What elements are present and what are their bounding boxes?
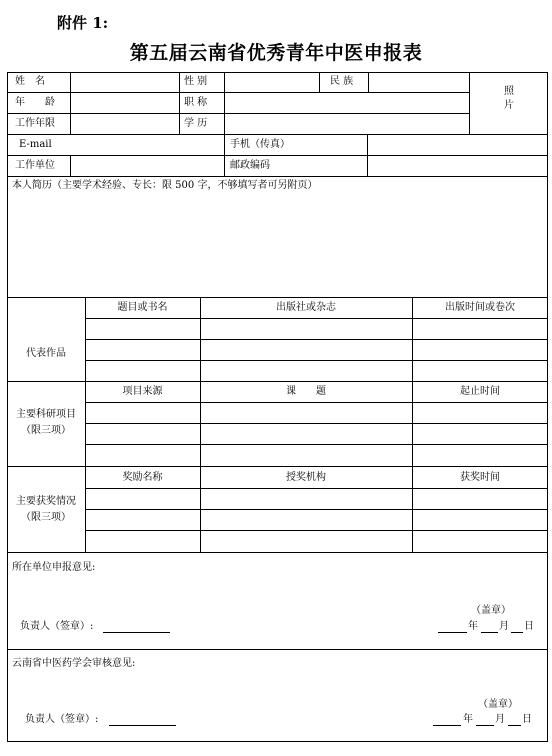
mobile-fax-label: 手机（传真） — [230, 139, 290, 150]
works-header-publisher: 出版社或杂志 — [276, 302, 336, 313]
row-line — [85, 488, 548, 489]
row-line — [85, 509, 548, 510]
row-line — [85, 423, 548, 424]
col-line — [412, 297, 413, 553]
unit-day-line — [511, 632, 523, 633]
works-header-title: 题目或书名 — [117, 302, 168, 313]
row-line — [7, 381, 548, 382]
attachment-label: 附件 1: — [57, 14, 109, 32]
society-month-label: 月 — [495, 714, 505, 725]
row-line — [7, 113, 469, 114]
row-line — [85, 318, 548, 319]
row-line — [85, 444, 548, 445]
unit-signature-line — [103, 632, 170, 633]
research-label: 主要科研项目 — [16, 409, 76, 420]
research-header-period: 起止时间 — [460, 386, 500, 397]
postcode-label: 邮政编码 — [230, 160, 270, 171]
unit-seal-label: （盖章） — [471, 605, 511, 616]
society-day-label: 日 — [522, 714, 532, 725]
col-line — [179, 72, 180, 134]
form-border — [7, 72, 548, 742]
row-line — [7, 297, 548, 298]
age-label: 年 龄 — [15, 97, 55, 108]
row-line — [7, 134, 548, 135]
awards-header-org: 授奖机构 — [286, 472, 326, 483]
society-opinion-label: 云南省中医药学会审核意见: — [12, 658, 136, 669]
row-line — [7, 466, 548, 467]
society-seal-label: （盖章） — [478, 699, 518, 710]
society-signature-line — [109, 725, 176, 726]
gender-label: 性 别 — [184, 76, 208, 87]
education-label: 学 历 — [184, 118, 208, 129]
col-line — [70, 155, 71, 176]
resume-label: 本人简历（主要学术经验、专长：限 500 字，不够填写者可另附页） — [12, 180, 318, 191]
awards-header-date: 获奖时间 — [460, 472, 500, 483]
ethnicity-label: 民 族 — [330, 76, 354, 87]
work-years-label: 工作年限 — [15, 118, 55, 129]
unit-day-label: 日 — [524, 621, 534, 632]
row-line — [85, 530, 548, 531]
society-year-line — [433, 725, 461, 726]
unit-month-line — [481, 632, 498, 633]
col-line — [70, 72, 71, 134]
society-signer-label: 负责人（签章）: — [25, 714, 99, 725]
row-line — [85, 360, 548, 361]
research-header-topic: 课 题 — [286, 386, 326, 397]
title-label: 职 称 — [184, 97, 208, 108]
awards-label: 主要获奖情况 — [16, 496, 76, 507]
name-label: 姓 名 — [15, 76, 45, 87]
col-line — [224, 72, 225, 176]
col-line — [368, 72, 369, 92]
unit-month-label: 月 — [499, 621, 509, 632]
form-title: 第五届云南省优秀青年中医申报表 — [129, 42, 423, 64]
row-line — [7, 552, 548, 553]
unit-year-label: 年 — [468, 621, 478, 632]
row-line — [7, 649, 548, 650]
research-limit: （限三项） — [21, 425, 71, 436]
photo-label-1: 照 — [504, 86, 514, 97]
society-month-line — [476, 725, 494, 726]
unit-signer-label: 负责人（签章）: — [20, 621, 94, 632]
col-line — [85, 297, 86, 553]
application-form — [7, 72, 548, 742]
work-unit-label: 工作单位 — [15, 160, 55, 171]
society-year-label: 年 — [463, 714, 473, 725]
unit-opinion-label: 所在单位申报意见: — [12, 562, 96, 573]
row-line — [7, 176, 548, 177]
society-day-line — [508, 725, 521, 726]
unit-year-line — [438, 632, 467, 633]
awards-header-name: 奖励名称 — [122, 472, 163, 483]
col-line — [319, 72, 320, 92]
photo-label-2: 片 — [504, 100, 514, 111]
email-label: E-mail — [19, 139, 52, 150]
col-line — [367, 134, 368, 176]
row-line — [85, 402, 548, 403]
col-line — [469, 72, 470, 134]
col-line — [200, 297, 201, 553]
row-line — [7, 155, 548, 156]
works-header-date: 出版时间或卷次 — [445, 302, 515, 313]
row-line — [7, 92, 469, 93]
works-label: 代表作品 — [26, 348, 66, 359]
awards-limit: （限三项） — [21, 512, 71, 523]
research-header-source: 项目来源 — [122, 386, 163, 397]
row-line — [85, 339, 548, 340]
